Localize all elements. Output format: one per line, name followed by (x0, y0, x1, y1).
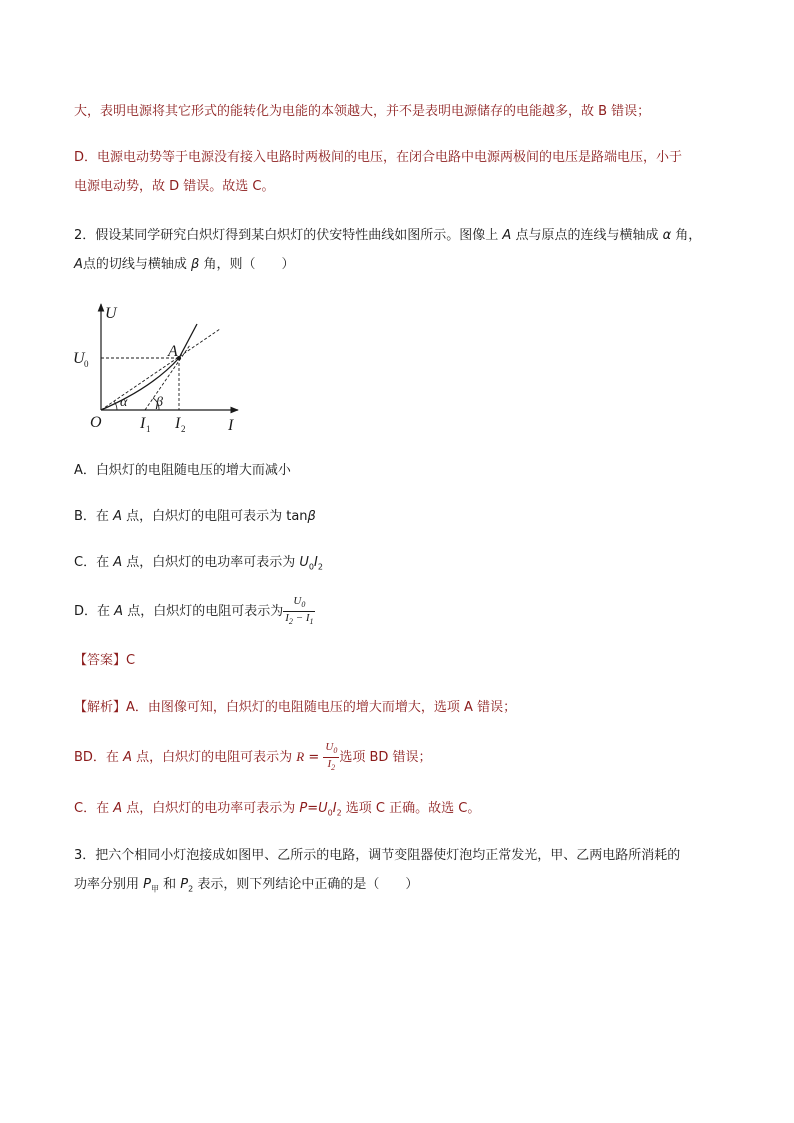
analysis-line-bd: BD．在 A 点，白炽灯的电阻可表示为 R = $\frac{U_0}{I_2}$ 选项 BD 错误； (74, 740, 432, 773)
option-d: D．在 A 点，白炽灯的电阻可表示为 $\frac{U_0}{I_2 - I_1}$ (74, 595, 314, 627)
analysis-line-a: 【解析】A．由图像可知，白炽灯的电阻随电压的增大而增大，选项 A 错误； (74, 700, 517, 715)
iu-characteristic-graph (70, 298, 250, 438)
answer-value: C (126, 653, 136, 668)
label-o: O (90, 414, 102, 431)
label-i: I (228, 417, 234, 434)
option-d-fraction: $\frac{U_0}{I_2 - I_1}$ (285, 595, 314, 627)
svg-text:2: 2 (181, 424, 186, 434)
explanation-line-3: 电源电动势，故 D 错误。故选 C。 (74, 179, 275, 194)
label-a: A (168, 343, 178, 360)
answer-label: 【答案】 (74, 653, 127, 668)
label-i1: I (140, 415, 146, 432)
analysis-bd-fraction: $\frac{U_0}{I_2}$ (325, 740, 338, 773)
analysis-label: 【解析】 (74, 700, 127, 715)
answer-line (74, 652, 135, 670)
explanation-line-2: D．电源电动势等于电源没有接入电路时两极间的电压，在闭合电路中电源两极间的电压是路端电压，小于 (74, 150, 683, 165)
label-u: U (105, 305, 117, 322)
q2-stem-line-1: 2．假设某同学研究白炽灯得到某白炽灯的伏安特性曲线如图所示。图像上 A 点与原点的连线与横轴成 α 角， (74, 228, 702, 243)
label-alpha: α (120, 395, 128, 410)
analysis-line-c: C．在 A 点，白炽灯的电功率可表示为 $P=U_0I_2$ 选项 C 正确。故选 C。 (74, 801, 481, 818)
option-a: A．白炽灯的电阻随电压的增大而减小 (74, 463, 291, 478)
q3-stem-line-1: 3．把六个相同小灯泡接成如图甲、乙所示的电路，调节变阻器使灯泡均正常发光，甲、乙两电路所消耗的 (74, 848, 681, 863)
q2-stem-line-2: A点的切线与横轴成 β 角，则（ ） (74, 257, 295, 272)
characteristic-curve (101, 324, 197, 410)
label-beta: β (156, 395, 163, 410)
label-u0: U (73, 350, 85, 367)
label-i2: I (175, 415, 181, 432)
option-b: B．在 A 点，白炽灯的电阻可表示为 tanβ (74, 509, 316, 524)
explanation-line-1: 大，表明电源将其它形式的能转化为电能的本领越大，并不是表明电源储存的电能越多，故 B 错误； (74, 104, 651, 119)
q3-stem-line-2: 功率分别用 $P_甲$ 和 $P_2$ 表示，则下列结论中正确的是（ ） (74, 877, 419, 894)
svg-text:0: 0 (84, 359, 89, 369)
option-c: C．在 A 点，白炽灯的电功率可表示为 $U_0I_2$ (74, 555, 323, 572)
svg-text:1: 1 (146, 424, 151, 434)
